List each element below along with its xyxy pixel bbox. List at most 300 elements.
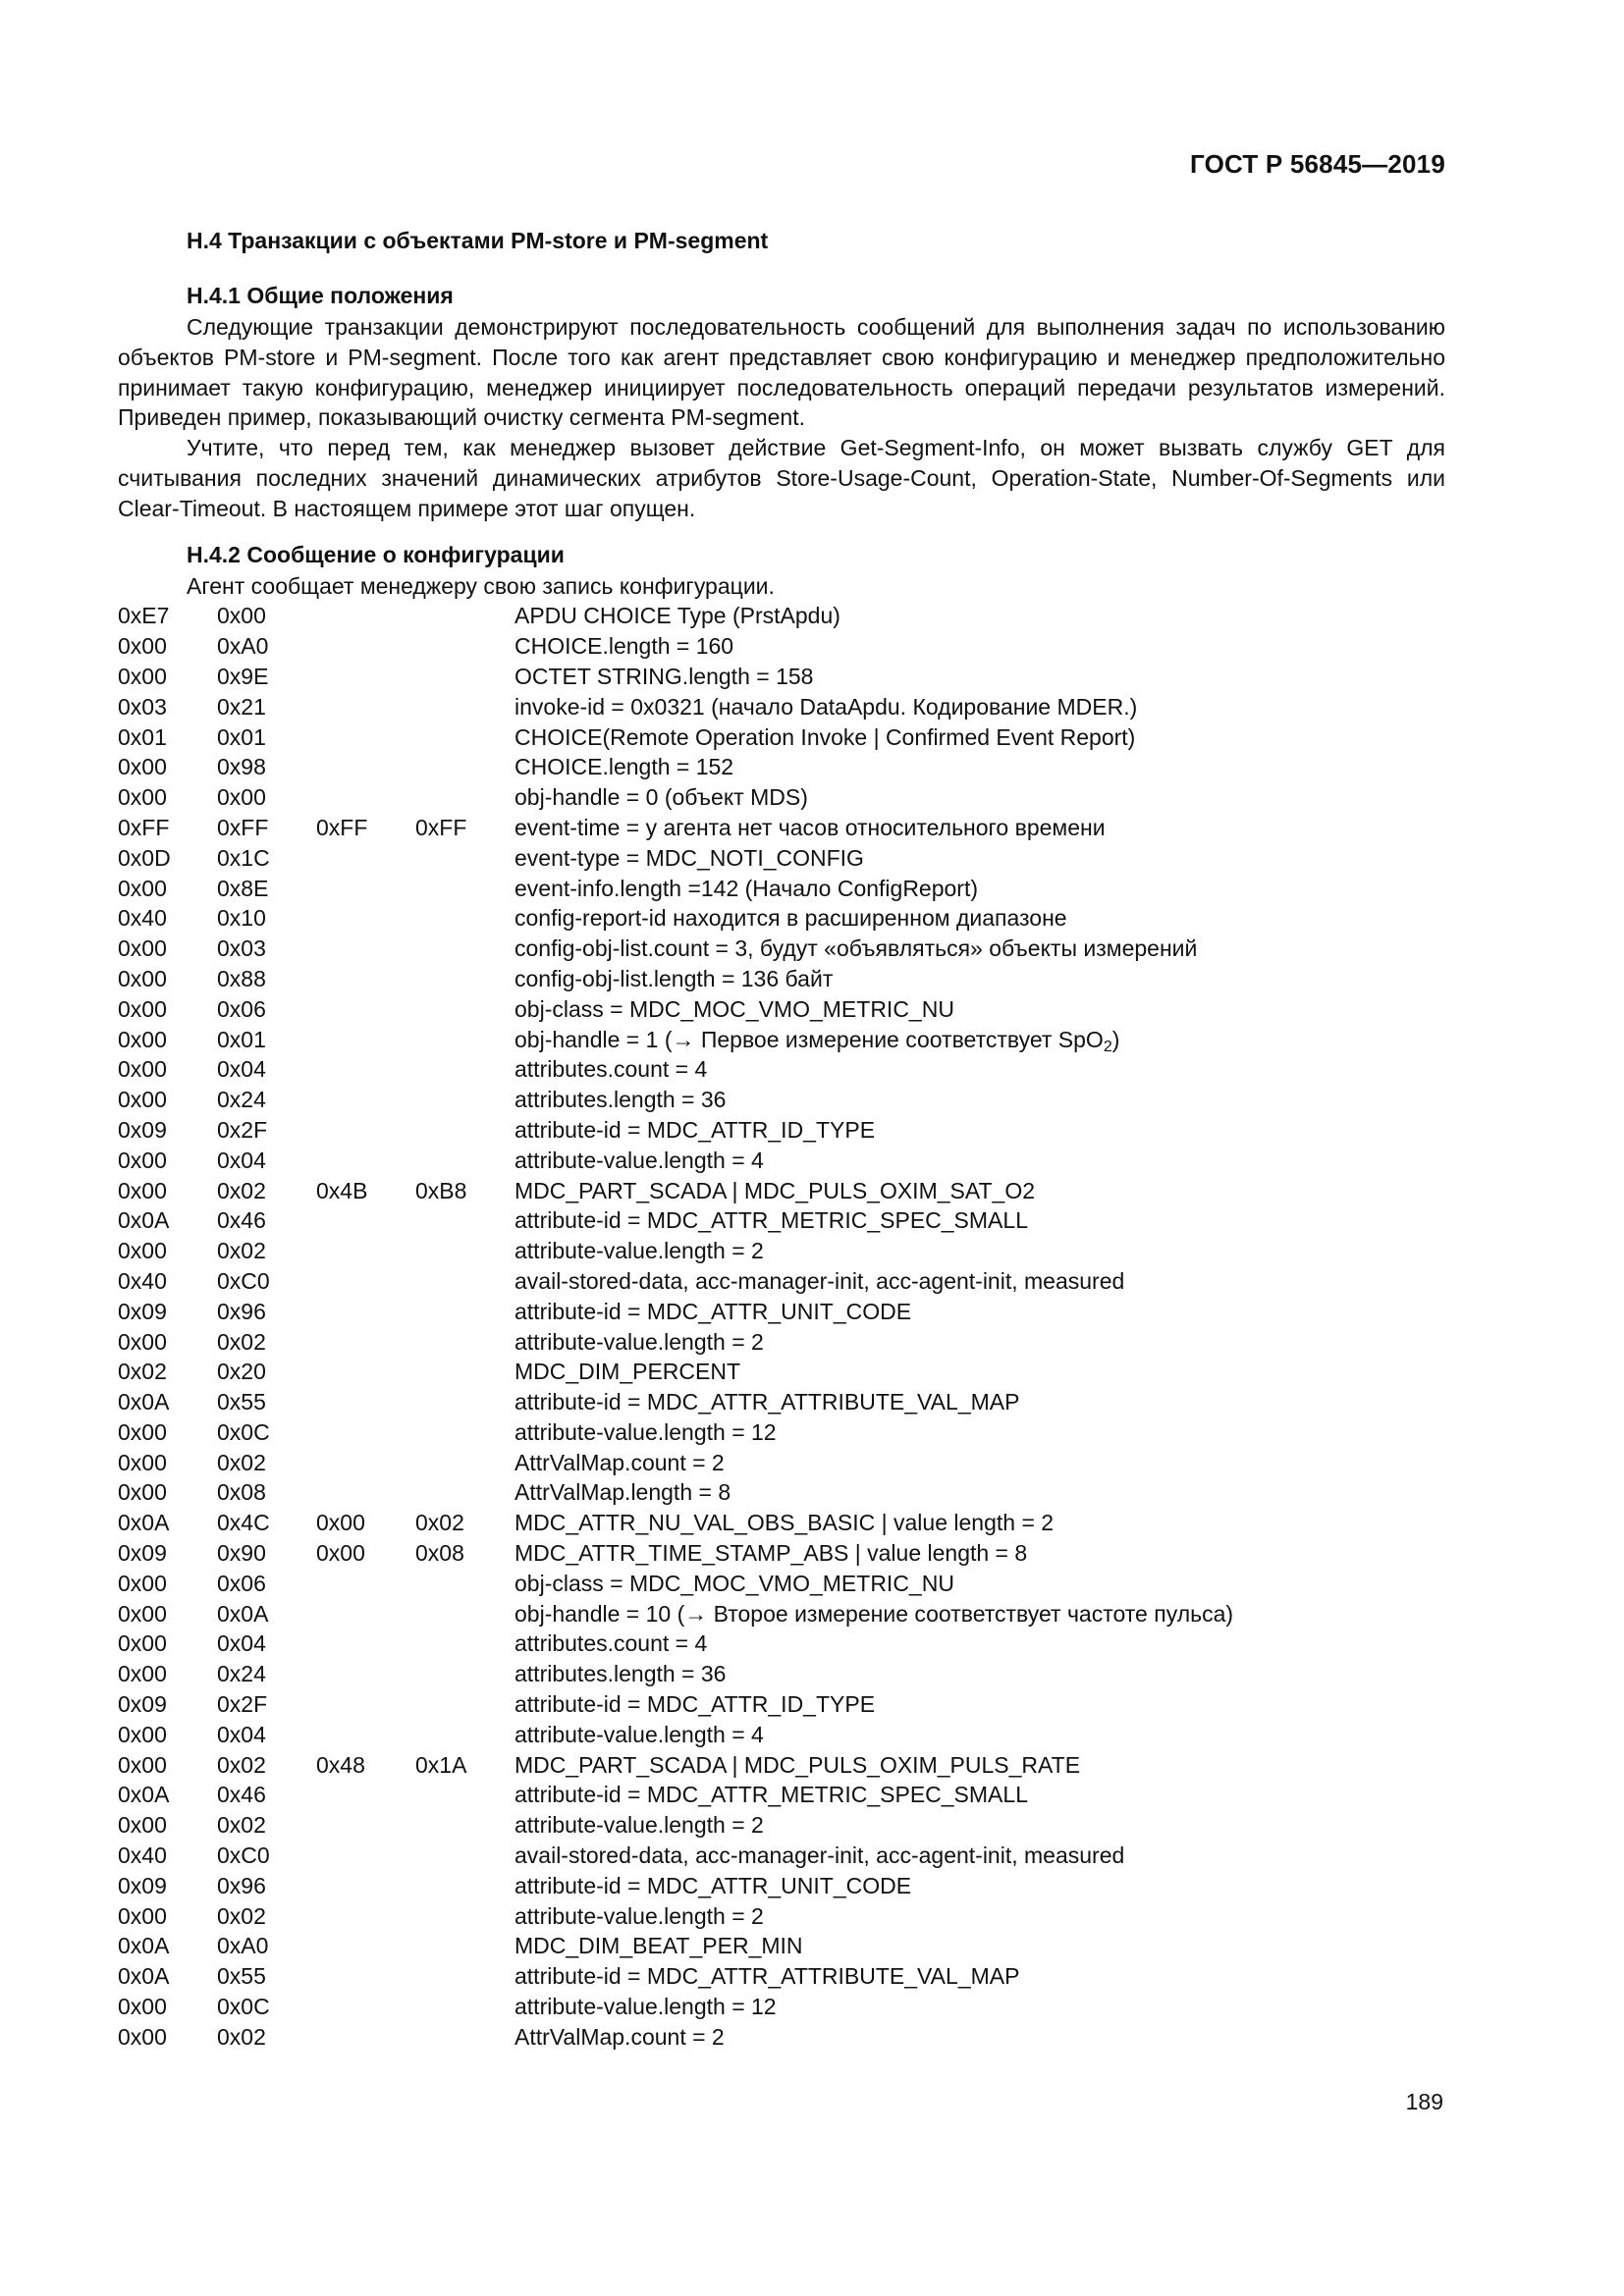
- description-cell: [514, 1448, 1233, 1478]
- byte-cell: [415, 1901, 514, 1932]
- byte-cell: [415, 631, 514, 662]
- byte-cell: 0x0A: [118, 1389, 170, 1415]
- description-cell: [514, 1569, 1233, 1599]
- byte-cell: [415, 1931, 514, 1961]
- byte-cell: 0x00: [118, 1600, 167, 1627]
- byte-cell: 0x20: [217, 1359, 266, 1385]
- description-cell: [514, 1357, 1233, 1387]
- byte-cell: 0x2F: [217, 1116, 268, 1143]
- byte-cell: 0x0A: [118, 1207, 170, 1234]
- table-row: [118, 1054, 1233, 1085]
- byte-cell: [415, 1992, 514, 2022]
- byte-cell: [316, 1417, 415, 1448]
- byte-cell: 0x03: [118, 693, 167, 720]
- byte-cell: 0x01: [217, 723, 266, 750]
- byte-cell: [415, 1205, 514, 1236]
- description-text: avail-stored-data, acc-manager-init, acc-agent-init, measured: [514, 1842, 1125, 1869]
- byte-cell: 0x00: [118, 1238, 167, 1264]
- subsection-title-general: H.4.1 Общие положения: [187, 283, 454, 308]
- table-row: [118, 1931, 1233, 1961]
- description-text: attribute-id = MDC_ATTR_METRIC_SPEC_SMALL: [514, 1782, 1028, 1808]
- description-text: CHOICE.length = 152: [514, 754, 734, 780]
- description-cell: [514, 1841, 1233, 1871]
- byte-cell: 0x96: [217, 1872, 266, 1898]
- description-text: obj-handle = 1 (→ Первое измерение соответствует SpO: [514, 1026, 1104, 1052]
- byte-cell: 0x01: [118, 723, 167, 750]
- description-cell: [514, 994, 1233, 1025]
- byte-cell: [316, 1477, 415, 1508]
- byte-cell: [316, 1961, 415, 1992]
- byte-cell: 0x00: [118, 633, 167, 660]
- byte-cell: 0x09: [118, 1872, 167, 1898]
- description-text: attribute-value.length = 12: [514, 1994, 777, 2020]
- byte-cell: [415, 662, 514, 692]
- byte-cell: [415, 994, 514, 1025]
- byte-cell: [415, 1720, 514, 1750]
- description-cell: [514, 903, 1233, 934]
- byte-cell: [316, 1054, 415, 1085]
- config-intro: Агент сообщает менеджеру свою запись конфигурации.: [187, 572, 775, 599]
- byte-cell: 0x48: [316, 1751, 365, 1778]
- description-cell: [514, 1901, 1233, 1932]
- byte-cell: [316, 1689, 415, 1720]
- description-text: attribute-value.length = 2: [514, 1238, 764, 1264]
- byte-cell: [316, 1387, 415, 1417]
- byte-cell: [415, 601, 514, 631]
- byte-cell: 0x96: [217, 1298, 266, 1324]
- byte-cell: [316, 722, 415, 753]
- byte-cell: 0xC0: [217, 1267, 270, 1294]
- byte-cell: [415, 1810, 514, 1841]
- byte-cell: 0x10: [217, 905, 266, 932]
- table-row: [118, 1689, 1233, 1720]
- table-row: [118, 1569, 1233, 1599]
- byte-cell: [316, 662, 415, 692]
- description-text: obj-class = MDC_MOC_VMO_METRIC_NU: [514, 995, 954, 1022]
- byte-cell: [316, 1599, 415, 1629]
- description-text: attribute-id = MDC_ATTR_METRIC_SPEC_SMALL: [514, 1207, 1028, 1234]
- table-row: [118, 813, 1233, 843]
- byte-cell: [316, 1236, 415, 1266]
- table-row: [118, 631, 1233, 662]
- description-cell: [514, 662, 1233, 692]
- table-row: [118, 1810, 1233, 1841]
- table-row: [118, 662, 1233, 692]
- byte-cell: 0x55: [217, 1389, 266, 1415]
- byte-cell: 0x06: [217, 995, 266, 1022]
- description-subscript: 2: [1103, 1038, 1112, 1055]
- byte-cell: 0x55: [217, 1963, 266, 1990]
- description-text: event-time = у агента нет часов относительного времени: [514, 814, 1106, 840]
- table-row: [118, 994, 1233, 1025]
- byte-cell: [316, 752, 415, 782]
- description-cell: [514, 601, 1233, 631]
- description-text: MDC_ATTR_NU_VAL_OBS_BASIC | value length = 2: [514, 1510, 1055, 1536]
- byte-cell: [316, 601, 415, 631]
- table-row: [118, 1841, 1233, 1871]
- byte-cell: 0x02: [415, 1510, 464, 1536]
- description-text: attribute-id = MDC_ATTR_ID_TYPE: [514, 1116, 876, 1143]
- description-text: attribute-id = MDC_ATTR_UNIT_CODE: [514, 1872, 912, 1898]
- byte-cell: 0x0A: [118, 1782, 170, 1808]
- byte-cell: 0x00: [118, 1751, 167, 1778]
- table-row: [118, 1176, 1233, 1206]
- table-row: [118, 1205, 1233, 1236]
- table-row: [118, 1901, 1233, 1932]
- byte-cell: [415, 1266, 514, 1297]
- description-text: attribute-value.length = 4: [514, 1721, 764, 1747]
- byte-cell: [415, 1689, 514, 1720]
- table-row: [118, 1538, 1233, 1569]
- table-row: [118, 692, 1233, 722]
- byte-cell: [316, 692, 415, 722]
- description-text: AttrValMap.length = 8: [514, 1479, 731, 1506]
- table-row: [118, 1720, 1233, 1750]
- byte-cell: 0xA0: [217, 1933, 269, 1959]
- byte-cell: [415, 1841, 514, 1871]
- byte-cell: 0x01: [217, 1026, 266, 1052]
- byte-cell: 0x00: [118, 1661, 167, 1687]
- byte-cell: [415, 1871, 514, 1901]
- table-row: [118, 1327, 1233, 1358]
- byte-cell: [316, 1780, 415, 1810]
- byte-cell: 0x46: [217, 1782, 266, 1808]
- table-row: [118, 1417, 1233, 1448]
- byte-cell: 0x00: [118, 754, 167, 780]
- table-row: [118, 1146, 1233, 1176]
- byte-cell: 0x02: [217, 1449, 266, 1475]
- byte-cell: 0x08: [217, 1479, 266, 1506]
- byte-cell: 0x4C: [217, 1510, 270, 1536]
- byte-cell: [415, 1448, 514, 1478]
- description-cell: [514, 1266, 1233, 1297]
- table-row: [118, 1629, 1233, 1659]
- byte-cell: 0x00: [118, 1056, 167, 1083]
- byte-cell: 0x00: [118, 1177, 167, 1203]
- byte-cell: [316, 874, 415, 904]
- hex-dump-body: [118, 601, 1233, 2052]
- byte-cell: 0x00: [118, 1418, 167, 1445]
- byte-cell: 0x4B: [316, 1177, 368, 1203]
- byte-cell: [415, 2022, 514, 2053]
- description-cell: [514, 1477, 1233, 1508]
- byte-cell: [415, 1357, 514, 1387]
- description-cell: [514, 1205, 1233, 1236]
- table-row: [118, 1297, 1233, 1327]
- byte-cell: 0xFF: [415, 814, 467, 840]
- description-cell: [514, 1689, 1233, 1720]
- byte-cell: [415, 752, 514, 782]
- table-row: [118, 874, 1233, 904]
- byte-cell: [316, 2022, 415, 2053]
- byte-cell: [316, 994, 415, 1025]
- byte-cell: [316, 1810, 415, 1841]
- description-cell: [514, 782, 1233, 813]
- table-row: [118, 752, 1233, 782]
- description-cell: [514, 1659, 1233, 1689]
- byte-cell: [316, 934, 415, 964]
- table-row: [118, 934, 1233, 964]
- byte-cell: 0x0A: [118, 1963, 170, 1990]
- byte-cell: [415, 1327, 514, 1358]
- description-cell: [514, 1599, 1233, 1629]
- description-cell: [514, 964, 1233, 994]
- byte-cell: [316, 1146, 415, 1176]
- table-row: [118, 782, 1233, 813]
- byte-cell: 0x24: [217, 1087, 266, 1113]
- byte-cell: [316, 903, 415, 934]
- byte-cell: [316, 1327, 415, 1358]
- byte-cell: [415, 1780, 514, 1810]
- description-text: CHOICE(Remote Operation Invoke | Confirmed Event Report): [514, 723, 1136, 750]
- byte-cell: [415, 1146, 514, 1176]
- byte-cell: 0x00: [316, 1540, 365, 1567]
- byte-cell: 0x04: [217, 1056, 266, 1083]
- byte-cell: 0x00: [118, 1630, 167, 1657]
- description-cell: [514, 1508, 1233, 1538]
- description-text: attribute-id = MDC_ATTR_ID_TYPE: [514, 1691, 876, 1718]
- byte-cell: 0x08: [415, 1540, 464, 1567]
- byte-cell: 0x02: [217, 1902, 266, 1929]
- byte-cell: 0x00: [118, 1449, 167, 1475]
- byte-cell: [415, 934, 514, 964]
- description-text: attributes.count = 4: [514, 1056, 708, 1083]
- byte-cell: 0x00: [118, 935, 167, 962]
- description-cell: [514, 1417, 1233, 1448]
- byte-cell: 0x02: [217, 1328, 266, 1355]
- paragraph-1: Следующие транзакции демонстрируют последовательность сообщений для выполнения задач по использованию объектов PM-store и PM-segment. После того как агент представляет свою конфигурацию и менеджер предположительно принимает такую конфигурацию, менеджер инициирует последовательность операций передачи результатов измерений. Приведен пример, показывающий очистку сегмента PM-segment.: [118, 314, 1445, 431]
- description-cell: [514, 934, 1233, 964]
- table-row: [118, 1659, 1233, 1689]
- table-row: [118, 1115, 1233, 1146]
- byte-cell: 0x02: [118, 1359, 167, 1385]
- description-text: event-info.length =142 (Начало ConfigReport): [514, 875, 979, 901]
- byte-cell: [316, 1901, 415, 1932]
- byte-cell: 0x8E: [217, 875, 269, 901]
- description-cell: [514, 1115, 1233, 1146]
- subsection-title-config: H.4.2 Сообщение о конфигурации: [187, 541, 565, 567]
- byte-cell: [415, 782, 514, 813]
- description-cell: [514, 1810, 1233, 1841]
- description-text: MDC_PART_SCADA | MDC_PULS_OXIM_PULS_RATE: [514, 1751, 1081, 1778]
- byte-cell: 0x00: [118, 1479, 167, 1506]
- byte-cell: [415, 843, 514, 874]
- table-row: [118, 903, 1233, 934]
- description-cell: [514, 1750, 1233, 1781]
- byte-cell: 0x00: [118, 1570, 167, 1596]
- table-row: [118, 964, 1233, 994]
- description-text: AttrValMap.count = 2: [514, 1449, 725, 1475]
- byte-cell: 0xFF: [217, 814, 269, 840]
- description-text: config-obj-list.length = 136 байт: [514, 965, 834, 991]
- page-content: [118, 224, 1445, 2053]
- byte-cell: 0x1C: [217, 844, 270, 871]
- byte-cell: [316, 1266, 415, 1297]
- table-row: [118, 1508, 1233, 1538]
- byte-cell: [316, 631, 415, 662]
- table-row: [118, 1448, 1233, 1478]
- description-text: attributes.count = 4: [514, 1630, 708, 1657]
- byte-cell: [415, 1085, 514, 1115]
- byte-cell: [415, 1297, 514, 1327]
- byte-cell: [316, 1720, 415, 1750]
- byte-cell: 0x00: [118, 1087, 167, 1113]
- description-cell: [514, 1025, 1233, 1055]
- description-cell: [514, 1387, 1233, 1417]
- table-row: [118, 1992, 1233, 2022]
- byte-cell: 0xFF: [316, 814, 368, 840]
- table-row: [118, 601, 1233, 631]
- byte-cell: 0x00: [118, 1812, 167, 1839]
- description-text: MDC_DIM_PERCENT: [514, 1359, 741, 1385]
- byte-cell: 0x02: [217, 1238, 266, 1264]
- description-text: MDC_DIM_BEAT_PER_MIN: [514, 1933, 803, 1959]
- hex-dump-table: [118, 601, 1233, 2052]
- byte-cell: 0x00: [118, 1721, 167, 1747]
- byte-cell: [415, 1659, 514, 1689]
- byte-cell: [316, 1085, 415, 1115]
- description-cell: [514, 1327, 1233, 1358]
- byte-cell: [316, 1992, 415, 2022]
- section-title: H.4 Транзакции с объектами PM-store и PM-segment: [187, 228, 769, 253]
- description-cell: [514, 631, 1233, 662]
- table-row: [118, 1025, 1233, 1055]
- byte-cell: [415, 692, 514, 722]
- page-number: 189: [1405, 2089, 1443, 2114]
- byte-cell: [415, 1417, 514, 1448]
- table-row: [118, 1871, 1233, 1901]
- byte-cell: 0x04: [217, 1147, 266, 1173]
- byte-cell: 0x03: [217, 935, 266, 962]
- description-cell: [514, 1629, 1233, 1659]
- byte-cell: [415, 1599, 514, 1629]
- table-row: [118, 1387, 1233, 1417]
- byte-cell: 0x02: [217, 2023, 266, 2050]
- byte-cell: [316, 1841, 415, 1871]
- description-text: attribute-value.length = 2: [514, 1902, 764, 1929]
- byte-cell: 0x00: [118, 1328, 167, 1355]
- byte-cell: [415, 903, 514, 934]
- description-cell: [514, 722, 1233, 753]
- byte-cell: 0x90: [217, 1540, 266, 1567]
- description-text: OCTET STRING.length = 158: [514, 663, 814, 689]
- byte-cell: 0x04: [217, 1630, 266, 1657]
- byte-cell: 0x0A: [118, 1510, 170, 1536]
- byte-cell: 0x02: [217, 1812, 266, 1839]
- byte-cell: 0x9E: [217, 663, 269, 689]
- byte-cell: 0x09: [118, 1298, 167, 1324]
- byte-cell: [316, 964, 415, 994]
- byte-cell: 0x09: [118, 1691, 167, 1718]
- byte-cell: [316, 1448, 415, 1478]
- description-cell: [514, 874, 1233, 904]
- byte-cell: [415, 1961, 514, 1992]
- byte-cell: 0x02: [217, 1751, 266, 1778]
- description-text: attribute-value.length = 2: [514, 1812, 764, 1839]
- byte-cell: 0x1A: [415, 1751, 467, 1778]
- byte-cell: 0x00: [217, 784, 266, 811]
- byte-cell: 0xFF: [118, 814, 170, 840]
- table-row: [118, 1357, 1233, 1387]
- description-text: invoke-id = 0x0321 (начало DataApdu. Кодирование MDER.): [514, 693, 1138, 720]
- byte-cell: 0x46: [217, 1207, 266, 1234]
- byte-cell: 0x40: [118, 905, 167, 932]
- byte-cell: 0x00: [118, 1902, 167, 1929]
- description-text: avail-stored-data, acc-manager-init, acc-agent-init, measured: [514, 1267, 1125, 1294]
- description-text: obj-class = MDC_MOC_VMO_METRIC_NU: [514, 1570, 954, 1596]
- description-text: attributes.length = 36: [514, 1661, 727, 1687]
- description-cell: [514, 1931, 1233, 1961]
- byte-cell: 0x02: [217, 1177, 266, 1203]
- byte-cell: 0xA0: [217, 633, 269, 660]
- table-row: [118, 722, 1233, 753]
- byte-cell: [316, 1297, 415, 1327]
- byte-cell: 0x00: [118, 995, 167, 1022]
- byte-cell: [316, 782, 415, 813]
- byte-cell: 0x00: [118, 2023, 167, 2050]
- description-cell: [514, 1297, 1233, 1327]
- table-row: [118, 1780, 1233, 1810]
- byte-cell: 0x00: [118, 1026, 167, 1052]
- description-cell: [514, 1538, 1233, 1569]
- byte-cell: 0x0D: [118, 844, 171, 871]
- byte-cell: [316, 1025, 415, 1055]
- description-cell: [514, 1720, 1233, 1750]
- description-text: CHOICE.length = 160: [514, 633, 734, 660]
- byte-cell: 0x00: [316, 1510, 365, 1536]
- byte-cell: 0x88: [217, 965, 266, 991]
- byte-cell: 0x04: [217, 1721, 266, 1747]
- byte-cell: [316, 843, 415, 874]
- byte-cell: [415, 1569, 514, 1599]
- byte-cell: 0x00: [118, 875, 167, 901]
- byte-cell: 0x00: [118, 663, 167, 689]
- description-cell: [514, 1871, 1233, 1901]
- table-row: [118, 2022, 1233, 2053]
- description-cell: [514, 1146, 1233, 1176]
- description-text: obj-handle = 10 (→ Второе измерение соответствует частоте пульса): [514, 1600, 1234, 1627]
- byte-cell: [415, 1387, 514, 1417]
- byte-cell: [316, 1205, 415, 1236]
- byte-cell: [316, 1629, 415, 1659]
- byte-cell: [316, 1357, 415, 1387]
- byte-cell: 0x21: [217, 693, 266, 720]
- description-cell: [514, 1780, 1233, 1810]
- description-text: attribute-value.length = 12: [514, 1418, 777, 1445]
- byte-cell: [415, 1477, 514, 1508]
- description-text: obj-handle = 0 (объект MDS): [514, 784, 808, 811]
- description-text: event-type = MDC_NOTI_CONFIG: [514, 844, 864, 871]
- byte-cell: [415, 964, 514, 994]
- description-text: MDC_ATTR_TIME_STAMP_ABS | value length = 8: [514, 1540, 1028, 1567]
- byte-cell: [316, 1871, 415, 1901]
- byte-cell: 0xB8: [415, 1177, 467, 1203]
- table-row: [118, 1085, 1233, 1115]
- document-header: ГОСТ Р 56845—2019: [1190, 149, 1445, 179]
- description-tail: ): [1111, 1026, 1120, 1052]
- description-cell: [514, 1054, 1233, 1085]
- byte-cell: [316, 1659, 415, 1689]
- byte-cell: 0x98: [217, 754, 266, 780]
- byte-cell: [415, 1025, 514, 1055]
- table-row: [118, 1750, 1233, 1781]
- description-cell: [514, 813, 1233, 843]
- table-row: [118, 1961, 1233, 1992]
- description-text: attribute-id = MDC_ATTR_ATTRIBUTE_VAL_MAP: [514, 1963, 1020, 1990]
- table-row: [118, 1266, 1233, 1297]
- byte-cell: 0x40: [118, 1842, 167, 1869]
- byte-cell: 0x0A: [217, 1600, 269, 1627]
